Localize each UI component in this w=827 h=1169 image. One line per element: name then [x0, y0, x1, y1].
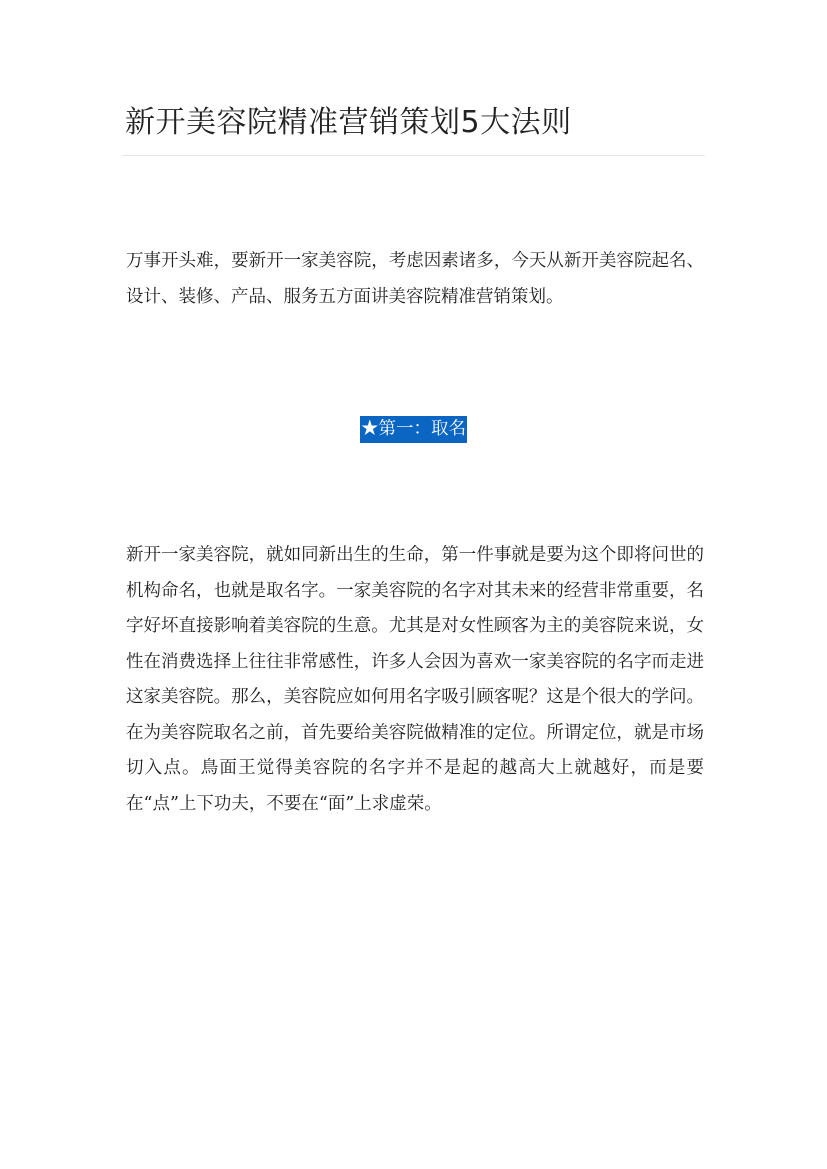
section-heading	[0, 416, 827, 443]
intro-paragraph: 万事开头难，要新开一家美容院，考虑因素诸多，今天从新开美容院起名、设计、装修、产品、服务五方面讲美容院精准营销策划。	[126, 251, 704, 307]
section-heading-label: ★第一：取名	[360, 416, 467, 443]
page-title: 新开美容院精准营销策划5大法则	[125, 105, 572, 140]
section-body-paragraph: 新开一家美容院，就如同新出生的生命，第一件事就是要为这个即将问世的机构命名，也就是取名字。一家美容院的名字对其未来的经营非常重要，名字好坏直接影响着美容院的生意。尤其是对女性顾客为主的美容院来说，女性在消费选择上往往非常感性，许多人会因为喜欢一家美容院的名字而走进这家美容院。那么，美容院应如何用名字吸引顾客呢？这是个很大的学问。在为美容院取名之前，首先要给美容院做精准的定位。所谓定位，就是市场切入点。鳥面王觉得美容院的名字并不是起的越高大上就越好，而是要在“点”上下功夫，不要在“面”上求虚荣。	[126, 545, 704, 814]
title-divider	[122, 155, 705, 156]
